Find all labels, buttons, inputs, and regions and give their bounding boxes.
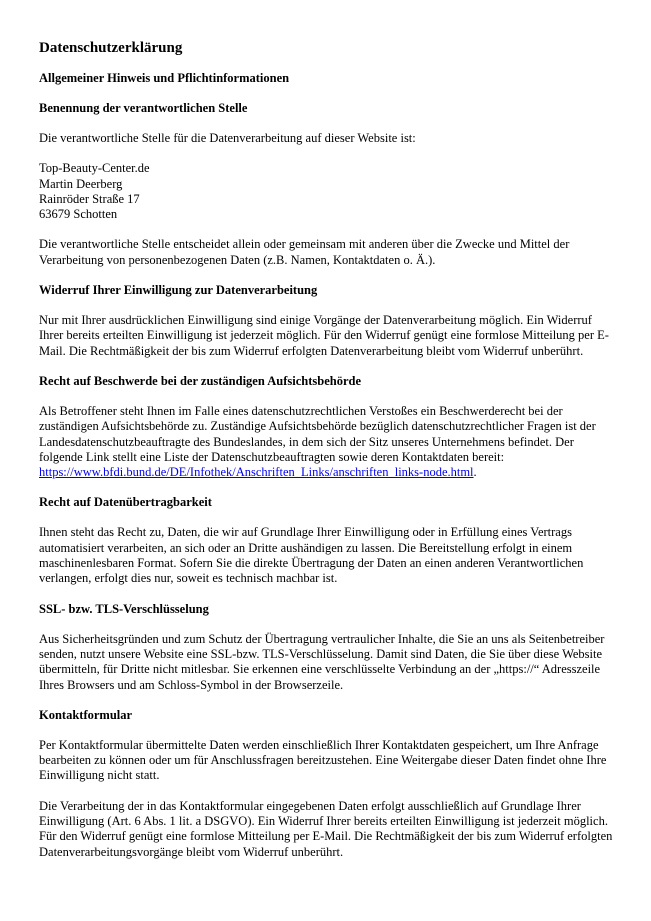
- complaint-paragraph: [39, 404, 613, 480]
- address-line-city: 63679 Schotten: [39, 207, 118, 222]
- heading-revocation: Widerruf Ihrer Einwilligung zur Datenverarbeitung: [39, 283, 318, 298]
- document-page: [39, 39, 613, 875]
- heading-controller: Benennung der verantwortlichen Stelle: [39, 101, 248, 115]
- address-line-company: Top-Beauty-Center.de: [39, 161, 150, 176]
- heading-complaint: Recht auf Beschwerde bei der zuständigen Aufsichtsbehörde: [39, 373, 361, 388]
- page-title: Datenschutzerklärung: [39, 40, 183, 56]
- heading-general: Allgemeiner Hinweis und Pflichtinformationen: [39, 71, 290, 85]
- complaint-body: Als Betroffener steht Ihnen im Falle eines datenschutzrechtlichen Verstoßes ein Beschwerderecht bei der zuständigen Aufsichtsbehörde zu. Zuständige Aufsichtsbehörde bezüglich datenschutzrechtlicher Fragen ist der Landesdatenschutzbeauftragte des Bundeslandes, in dem sich der Sitz unseres Unternehmens befindet. Der folgende Link stellt eine Liste der Datenschutzbeauftragten sowie deren Kontaktdaten bereit:: [39, 403, 596, 464]
- revocation-body: Nur mit Ihrer ausdrücklichen Einwilligung sind einige Vorgänge der Datenverarbeitung möglich. Ein Widerruf Ihrer bereits erteilten Einwilligung ist jederzeit möglich. Für den Widerruf genügt eine formlose Mitteilung per E-Mail. Die Rechtmäßigkeit der bis zum Widerruf erfolgten Datenverarbeitung bleibt vom Widerruf unberührt.: [39, 313, 609, 358]
- address-line-name: Martin Deerberg: [39, 176, 123, 191]
- heading-contact: Kontaktformular: [39, 707, 133, 722]
- contact-body-1: Per Kontaktformular übermittelte Daten werden einschließlich Ihrer Kontaktdaten gespeichert, um Ihre Anfrage bearbeiten zu können oder um für Anschlussfragen bereitzustehen. Eine Weitergabe dieser Daten findet ohne Ihre Einwilligung nicht statt.: [39, 737, 607, 783]
- controller-address: [39, 161, 613, 222]
- heading-portability: Recht auf Datenübertragbarkeit: [39, 495, 212, 510]
- address-line-street: Rainröder Straße 17: [39, 191, 140, 206]
- ssl-body: Aus Sicherheitsgründen und zum Schutz der Übertragung vertraulicher Inhalte, die Sie an uns als Seitenbetreiber senden, nutzt unsere Website eine SSL-bzw. TLS-Verschlüsselung. Damit sind Daten, die Sie über diese Website übermitteln, für Dritte nicht mitlesbar. Sie erkennen eine verschlüsselte Verbindung an der „https://“ Adresszeile Ihres Browsers und am Schloss-Symbol in der Browserzeile.: [39, 631, 605, 692]
- portability-body: Ihnen steht das Recht zu, Daten, die wir auf Grundlage Ihrer Einwilligung oder in Erfüllung eines Vertrags automatisiert verarbeiten, an sich oder an Dritte aushändigen zu lassen. Die Bereitstellung erfolgt in einem maschinenlesbaren Format. Sofern Sie die direkte Übertragung der Daten an einen anderen Verantwortlichen verlangen, erfolgt dies nur, soweit es technisch machbar ist.: [39, 525, 584, 586]
- controller-intro: Die verantwortliche Stelle für die Datenverarbeitung auf dieser Website ist:: [39, 131, 416, 145]
- controller-body: Die verantwortliche Stelle entscheidet allein oder gemeinsam mit anderen über die Zwecke und Mittel der Verarbeitung von personenbezogenen Daten (z.B. Namen, Kontaktdaten o. Ä.).: [39, 237, 570, 267]
- bfdi-link[interactable]: https://www.bfdi.bund.de/DE/Infothek/Anschriften_Links/anschriften_links-node.html: [39, 465, 474, 480]
- contact-body-2: Die Verarbeitung der in das Kontaktformular eingegebenen Daten erfolgt ausschließlich auf Grundlage Ihrer Einwilligung (Art. 6 Abs. 1 lit. a DSGVO). Ein Widerruf Ihrer bereits erteilten Einwilligung ist jederzeit möglich. Für den Widerruf genügt eine formlose Mitteilung per E-Mail. Die Rechtmäßigkeit der bis zum Widerruf erfolgten Datenverarbeitungsvorgänge bleibt vom Widerruf unberührt.: [39, 798, 613, 859]
- heading-ssl: SSL- bzw. TLS-Verschlüsselung: [39, 601, 209, 616]
- link-suffix: .: [473, 465, 477, 480]
